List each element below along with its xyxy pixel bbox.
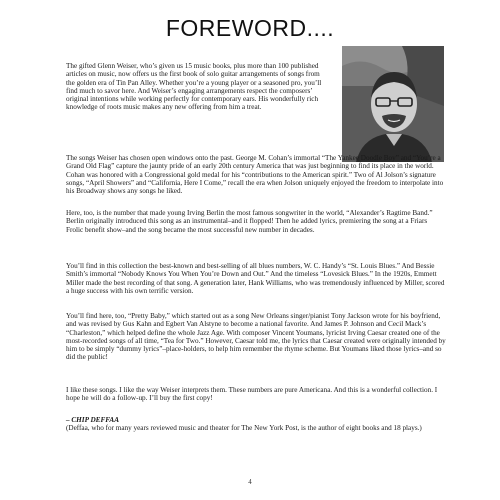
page-title: FOREWORD.... [165,15,335,41]
paragraph-songs: The songs Weiser has chosen open windows onto the past. George M. Cohan’s immortal “The Yankee Doodle Boy” and “You’re a Grand Old Flag” capture the jaunty pride of an early 20th century America that was just beginning to find its place in the world. Cohan was honored with a Congressional gold medal for his “contributions to the American spirit.” Two of Al Jolson’s signature songs, “April Showers” and “California, Here I Come,” recall the era when Jolson uniquely enjoyed the freedom to interpolate into his Broadway shows any songs he liked. [66,154,444,195]
paragraph-blues: You’ll find in this collection the best-known and best-selling of all blues numbers, W. C. Handy’s “St. Louis Blues.” And Bessie Smith’s immortal “Nobody Knows You When You’re Down and Out.” And the timeless “Lovesick Blues.” In the 1920s, Emmett Miller made the best recording of that song. A generation later, Hank Williams, who was tremendously influenced by Miller, scored a huge success with his own terrific version. [66,262,445,295]
author-photo [342,46,444,162]
paragraph-berlin: Here, too, is the number that made young Irving Berlin the most famous songwriter in the world, “Alexander’s Ragtime Band.” Berlin originally introduced this song as an instrumental–and it flopped! Then he added lyrics, premiering the song at a Friars Frolic benefit show–and the song became the most successful new number in decades. [66,209,433,234]
signature-block [66,416,446,433]
signature-note: (Deffaa, who for many years reviewed music and theater for The New York Post, is the author of eight books and 18 plays.) [66,424,422,433]
paragraph-closing: I like these songs. I like the way Weiser interprets them. These numbers are pure Americana. And this is a wonderful collection. I hope he will do a follow-up. I’ll buy the first copy! [66,386,438,403]
signature-name: – CHIP DEFFAA [66,416,119,424]
paragraph-intro: The gifted Glenn Weiser, who’s given us 15 music books, plus more than 100 published articles on music, now offers us the first book of solo guitar arrangements of songs from the golden era of Tin Pan Alley. Whether you’re a young player or a seasoned pro, you’ll find much to savor here. And Weiser’s engaging arrangements respect the composers’ original intentions while working perfectly for contemporary ears. His wonderfully rich knowledge of roots music makes any new offering from him a treat. [66,62,322,112]
portrait-image [342,46,444,162]
paragraph-pretty-baby: You’ll find here, too, “Pretty Baby,” which started out as a song New Orleans singer/pianist Tony Jackson wrote for his boyfriend, and was revised by Gus Kahn and Egbert Van Alstyne to become a national favorite. And James P. Johnson and Cecil Mack’s “Charleston,” which helped define the whole Jazz Age. With composer Vincent Youmans, lyricist Irving Caesar created one of the most-recorded songs of all time, “Tea for Two.” However, Caesar told me, the lyrics that Caesar created were originally intended by him to be simply “dummy lyrics”–place-holders, to help him remember the rhyme scheme. But Youmans liked those lyrics–and so did the public! [66,312,446,362]
page-number: 4 [248,478,252,486]
